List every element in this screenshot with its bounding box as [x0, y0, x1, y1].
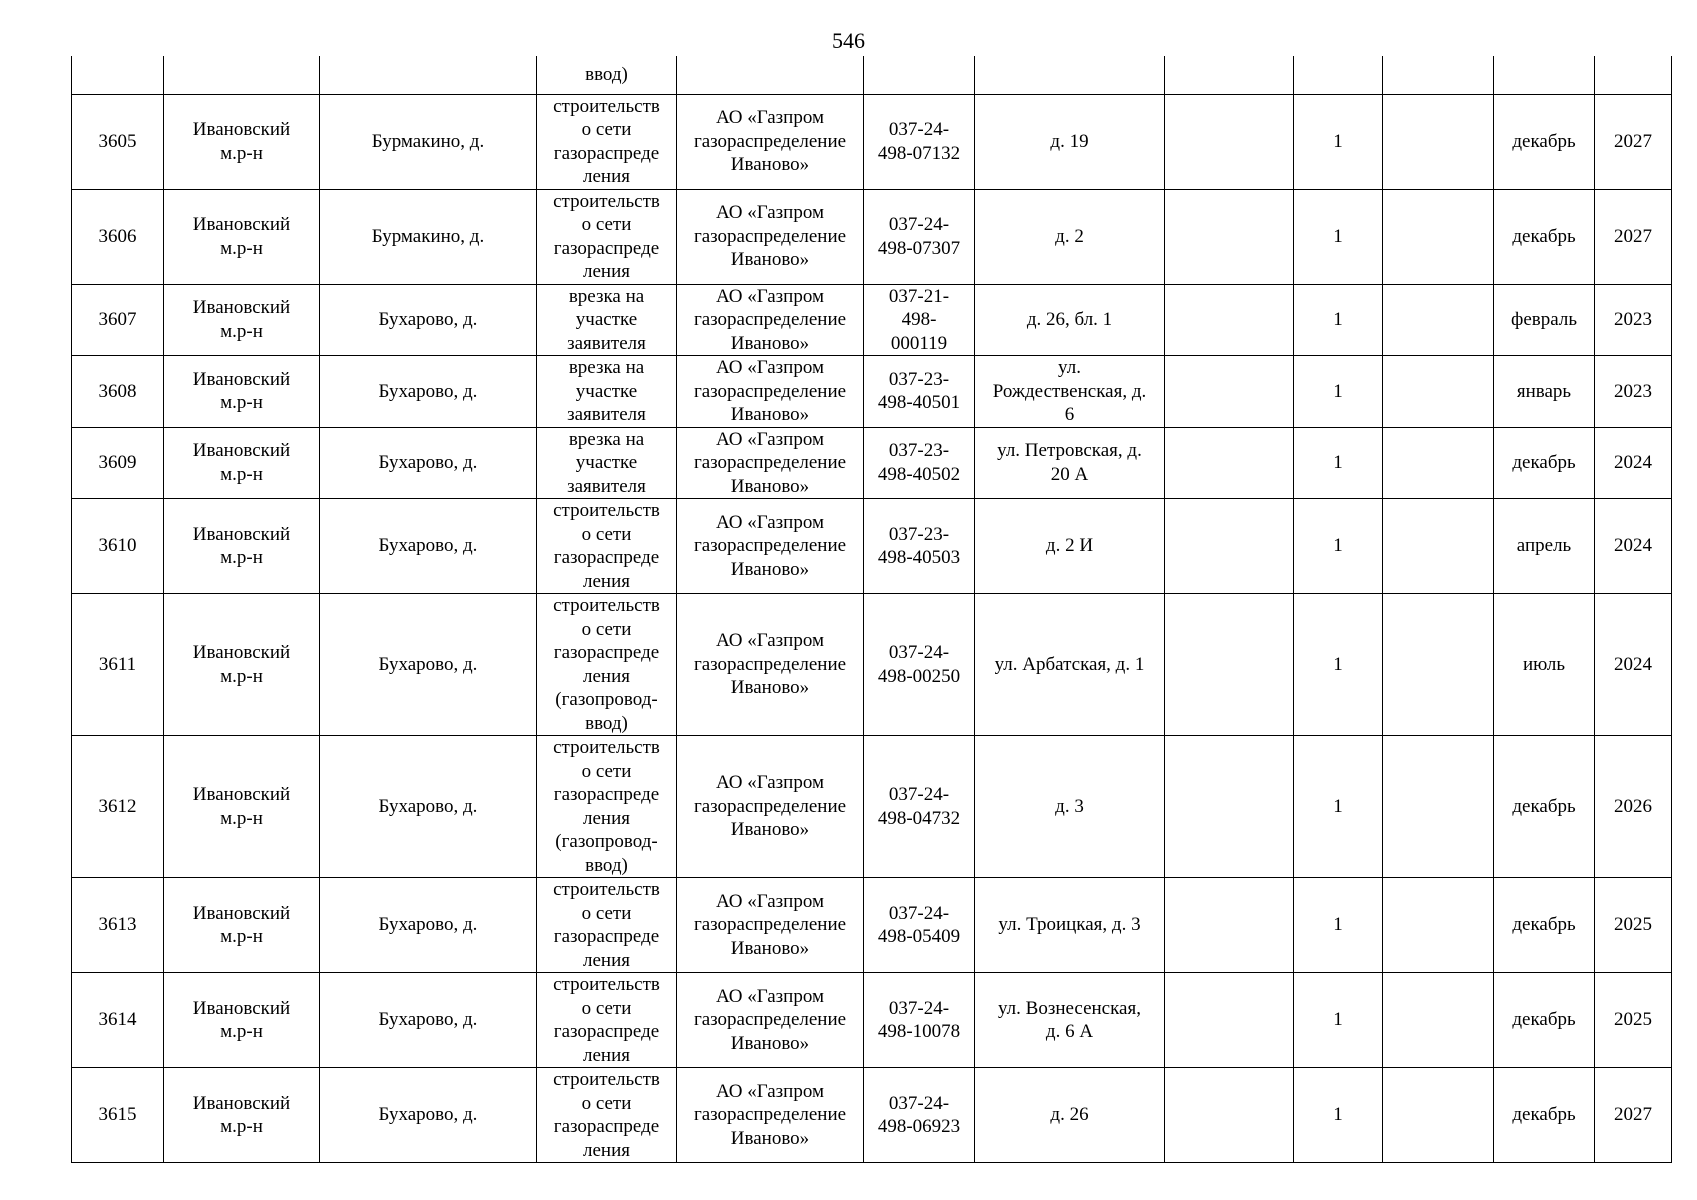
table-row	[72, 284, 1672, 356]
cell-work-type: строительств о сети газораспреде ления	[537, 499, 677, 594]
cell-code: 037-24- 498-00250	[864, 594, 975, 736]
cell-code: 037-23- 498-40503	[864, 499, 975, 594]
cell-organization: АО «Газпром газораспределение Иваново»	[677, 189, 864, 284]
cell-no: 3609	[72, 427, 164, 499]
cell-organization: АО «Газпром газораспределение Иваново»	[677, 973, 864, 1068]
cell-empty	[1165, 56, 1294, 94]
table-row	[72, 499, 1672, 594]
cell-organization: АО «Газпром газораспределение Иваново»	[677, 284, 864, 356]
table-row	[72, 94, 1672, 189]
cell-year: 2025	[1595, 878, 1672, 973]
cell-month: декабрь	[1494, 189, 1595, 284]
cell-address: д. 26	[975, 1068, 1165, 1163]
cell-district: Ивановский м.р-н	[164, 427, 320, 499]
cell-code: 037-23- 498-40501	[864, 356, 975, 428]
cell-district: Ивановский м.р-н	[164, 356, 320, 428]
cell-empty	[1165, 499, 1294, 594]
cell-month	[1494, 56, 1595, 94]
cell-code: 037-24- 498-04732	[864, 736, 975, 878]
cell-year: 2027	[1595, 189, 1672, 284]
cell-no: 3613	[72, 878, 164, 973]
cell-empty	[1165, 878, 1294, 973]
cell-work-type: строительств о сети газораспреде ления (газопровод- ввод)	[537, 736, 677, 878]
cell-year: 2023	[1595, 284, 1672, 356]
cell-organization: АО «Газпром газораспределение Иваново»	[677, 356, 864, 428]
cell-month: декабрь	[1494, 427, 1595, 499]
cell-no: 3608	[72, 356, 164, 428]
table-row	[72, 1068, 1672, 1163]
cell-locality: Бухарово, д.	[320, 356, 537, 428]
cell-locality: Бухарово, д.	[320, 878, 537, 973]
cell-district: Ивановский м.р-н	[164, 94, 320, 189]
cell-code: 037-24- 498-10078	[864, 973, 975, 1068]
table-row	[72, 189, 1672, 284]
cell-empty	[1383, 499, 1494, 594]
cell-no: 3607	[72, 284, 164, 356]
cell-year: 2024	[1595, 594, 1672, 736]
cell-organization: АО «Газпром газораспределение Иваново»	[677, 94, 864, 189]
cell-count: 1	[1294, 1068, 1383, 1163]
cell-work-type: строительств о сети газораспреде ления	[537, 878, 677, 973]
cell-address: д. 19	[975, 94, 1165, 189]
continuation-row	[72, 56, 1672, 94]
gasification-register-table	[71, 56, 1672, 1163]
cell-work-type: строительств о сети газораспреде ления	[537, 1068, 677, 1163]
cell-locality	[320, 56, 537, 94]
cell-count: 1	[1294, 427, 1383, 499]
cell-count: 1	[1294, 189, 1383, 284]
cell-address: д. 26, бл. 1	[975, 284, 1165, 356]
cell-count: 1	[1294, 284, 1383, 356]
cell-code: 037-23- 498-40502	[864, 427, 975, 499]
cell-year: 2025	[1595, 973, 1672, 1068]
cell-empty	[1383, 56, 1494, 94]
cell-empty	[1383, 284, 1494, 356]
cell-month: декабрь	[1494, 1068, 1595, 1163]
table-body	[72, 56, 1672, 1163]
cell-locality: Бухарово, д.	[320, 499, 537, 594]
cell-no: 3612	[72, 736, 164, 878]
cell-no: 3605	[72, 94, 164, 189]
cell-address: ул. Арбатская, д. 1	[975, 594, 1165, 736]
cell-empty	[1165, 736, 1294, 878]
cell-organization	[677, 56, 864, 94]
cell-address: д. 2 И	[975, 499, 1165, 594]
cell-no: 3606	[72, 189, 164, 284]
cell-empty	[1165, 594, 1294, 736]
cell-work-type: строительств о сети газораспреде ления	[537, 94, 677, 189]
table-row	[72, 356, 1672, 428]
cell-work-type: врезка на участке заявителя	[537, 427, 677, 499]
cell-month: декабрь	[1494, 878, 1595, 973]
cell-month: январь	[1494, 356, 1595, 428]
cell-work-type: строительств о сети газораспреде ления (газопровод- ввод)	[537, 594, 677, 736]
table-row	[72, 594, 1672, 736]
cell-district	[164, 56, 320, 94]
cell-work-type: врезка на участке заявителя	[537, 284, 677, 356]
cell-organization: АО «Газпром газораспределение Иваново»	[677, 499, 864, 594]
cell-code: 037-21- 498- 000119	[864, 284, 975, 356]
cell-address: д. 2	[975, 189, 1165, 284]
cell-locality: Бухарово, д.	[320, 427, 537, 499]
cell-empty	[1383, 973, 1494, 1068]
cell-code	[864, 56, 975, 94]
cell-empty	[1383, 594, 1494, 736]
cell-count: 1	[1294, 594, 1383, 736]
cell-district: Ивановский м.р-н	[164, 594, 320, 736]
cell-empty	[1383, 94, 1494, 189]
cell-no: 3615	[72, 1068, 164, 1163]
cell-month: апрель	[1494, 499, 1595, 594]
cell-work-type: строительств о сети газораспреде ления	[537, 973, 677, 1068]
cell-month: декабрь	[1494, 94, 1595, 189]
cell-district: Ивановский м.р-н	[164, 189, 320, 284]
cell-month: февраль	[1494, 284, 1595, 356]
cell-empty	[1165, 189, 1294, 284]
cell-empty	[1165, 284, 1294, 356]
cell-organization: АО «Газпром газораспределение Иваново»	[677, 736, 864, 878]
cell-work-type: ввод)	[537, 56, 677, 94]
cell-empty	[1165, 973, 1294, 1068]
cell-empty	[1383, 736, 1494, 878]
cell-code: 037-24- 498-07132	[864, 94, 975, 189]
cell-count	[1294, 56, 1383, 94]
cell-empty	[1165, 356, 1294, 428]
cell-no	[72, 56, 164, 94]
cell-count: 1	[1294, 356, 1383, 428]
cell-address: ул. Троицкая, д. 3	[975, 878, 1165, 973]
page-number: 546	[832, 28, 865, 53]
cell-year: 2024	[1595, 427, 1672, 499]
cell-organization: АО «Газпром газораспределение Иваново»	[677, 594, 864, 736]
cell-year: 2024	[1595, 499, 1672, 594]
cell-organization: АО «Газпром газораспределение Иваново»	[677, 1068, 864, 1163]
cell-locality: Бухарово, д.	[320, 594, 537, 736]
cell-empty	[1383, 1068, 1494, 1163]
cell-empty	[1165, 427, 1294, 499]
cell-work-type: врезка на участке заявителя	[537, 356, 677, 428]
cell-locality: Бухарово, д.	[320, 284, 537, 356]
cell-organization: АО «Газпром газораспределение Иваново»	[677, 878, 864, 973]
cell-district: Ивановский м.р-н	[164, 499, 320, 594]
cell-district: Ивановский м.р-н	[164, 878, 320, 973]
cell-month: декабрь	[1494, 736, 1595, 878]
cell-address	[975, 56, 1165, 94]
cell-count: 1	[1294, 878, 1383, 973]
cell-address: ул. Рождественская, д. 6	[975, 356, 1165, 428]
cell-count: 1	[1294, 94, 1383, 189]
table-row	[72, 736, 1672, 878]
cell-address: д. 3	[975, 736, 1165, 878]
table-row	[72, 427, 1672, 499]
cell-work-type: строительств о сети газораспреде ления	[537, 189, 677, 284]
cell-no: 3611	[72, 594, 164, 736]
cell-address: ул. Петровская, д. 20 А	[975, 427, 1165, 499]
cell-year: 2026	[1595, 736, 1672, 878]
cell-locality: Бурмакино, д.	[320, 94, 537, 189]
cell-organization: АО «Газпром газораспределение Иваново»	[677, 427, 864, 499]
cell-year: 2027	[1595, 94, 1672, 189]
cell-locality: Бухарово, д.	[320, 973, 537, 1068]
cell-district: Ивановский м.р-н	[164, 736, 320, 878]
table-row	[72, 878, 1672, 973]
cell-year	[1595, 56, 1672, 94]
cell-no: 3610	[72, 499, 164, 594]
cell-district: Ивановский м.р-н	[164, 284, 320, 356]
cell-year: 2027	[1595, 1068, 1672, 1163]
cell-locality: Бухарово, д.	[320, 1068, 537, 1163]
cell-empty	[1383, 356, 1494, 428]
cell-code: 037-24- 498-06923	[864, 1068, 975, 1163]
cell-locality: Бухарово, д.	[320, 736, 537, 878]
cell-month: июль	[1494, 594, 1595, 736]
cell-code: 037-24- 498-05409	[864, 878, 975, 973]
cell-empty	[1383, 189, 1494, 284]
cell-code: 037-24- 498-07307	[864, 189, 975, 284]
cell-district: Ивановский м.р-н	[164, 1068, 320, 1163]
cell-locality: Бурмакино, д.	[320, 189, 537, 284]
cell-empty	[1383, 878, 1494, 973]
cell-year: 2023	[1595, 356, 1672, 428]
table-row	[72, 973, 1672, 1068]
cell-empty	[1383, 427, 1494, 499]
cell-count: 1	[1294, 973, 1383, 1068]
cell-address: ул. Вознесенская, д. 6 А	[975, 973, 1165, 1068]
cell-empty	[1165, 1068, 1294, 1163]
cell-district: Ивановский м.р-н	[164, 973, 320, 1068]
cell-count: 1	[1294, 736, 1383, 878]
cell-month: декабрь	[1494, 973, 1595, 1068]
cell-no: 3614	[72, 973, 164, 1068]
cell-count: 1	[1294, 499, 1383, 594]
cell-empty	[1165, 94, 1294, 189]
